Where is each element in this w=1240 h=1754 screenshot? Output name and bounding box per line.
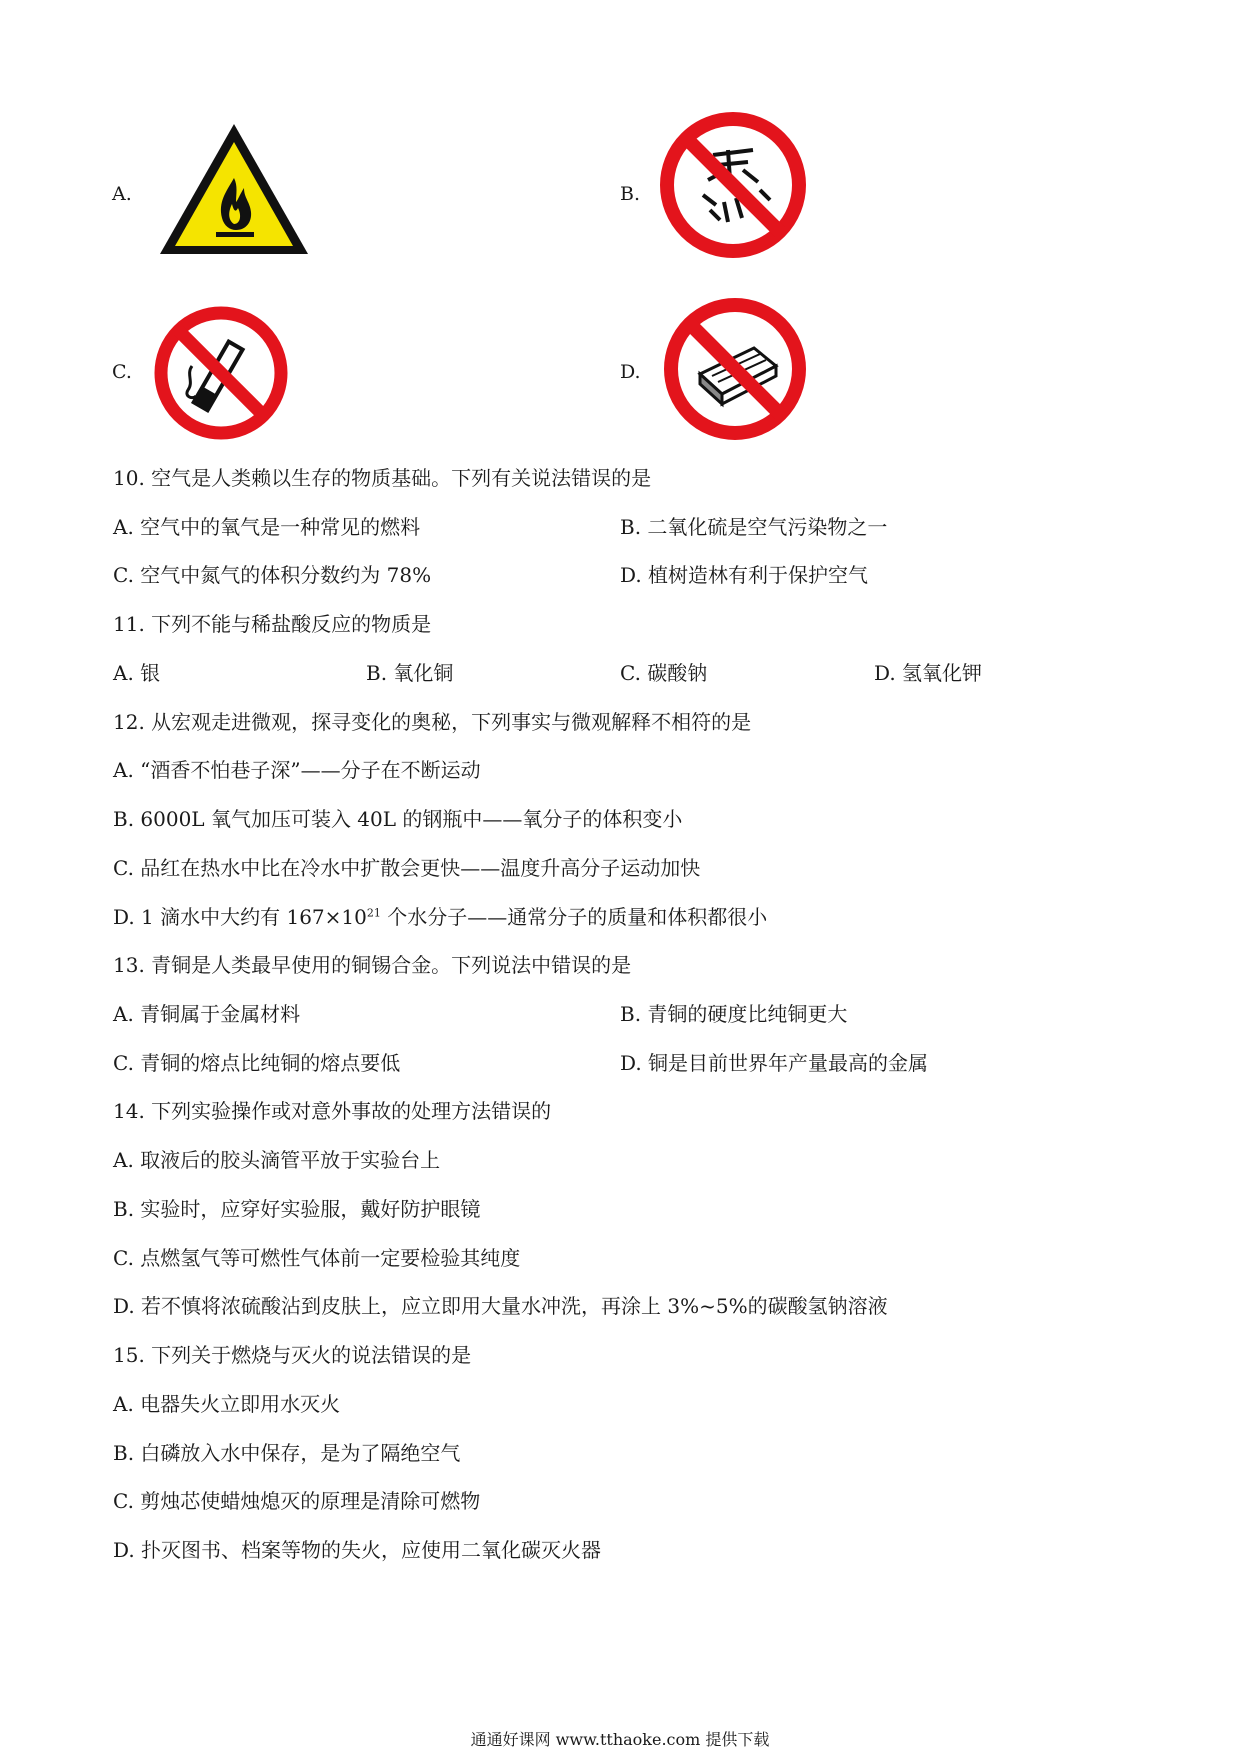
option-d-text-cont: 个水分子——通常分子的质量和体积都很小 (380, 905, 768, 929)
option-b: B. 实验时，应穿好实验服，戴好防护眼镜 (113, 1197, 481, 1221)
option-c: C. 青铜的熔点比纯铜的熔点要低 (113, 1051, 401, 1075)
option-b: B. 6000L 氧气加压可装入 40L 的钢瓶中——氧分子的体积变小 (113, 807, 683, 831)
option-d: D. 若不慎将浓硫酸沾到皮肤上，应立即用大量水冲洗，再涂上 3%~5%的碳酸氢钠溶液 (113, 1294, 888, 1318)
option-a: A. 青铜属于金属材料 (113, 1002, 301, 1026)
option-b: B. 青铜的硬度比纯铜更大 (620, 1002, 848, 1026)
option-b: B. 氧化铜 (366, 661, 454, 685)
option-label: A. (112, 183, 132, 205)
option-a: A. 取液后的胶头滴管平放于实验台上 (113, 1148, 441, 1172)
exponent: 21 (366, 906, 381, 920)
option-c: C. 碳酸钠 (620, 661, 708, 685)
page-footer: 通通好课网 www.tthaoke.com 提供下载 (470, 1730, 770, 1749)
option-d (113, 904, 767, 930)
option-a: A. 电器失火立即用水灭火 (113, 1392, 341, 1416)
question-stem: 10. 空气是人类赖以生存的物质基础。下列有关说法错误的是 (113, 466, 652, 490)
option-label: B. (620, 183, 641, 205)
no-smoking-icon (152, 304, 290, 442)
option-c: C. 剪烛芯使蜡烛熄灭的原理是清除可燃物 (113, 1489, 481, 1513)
question-stem: 13. 青铜是人类最早使用的铜锡合金。下列说法中错误的是 (113, 953, 632, 977)
option-d: D. 植树造林有利于保护空气 (620, 563, 869, 587)
question-stem: 14. 下列实验操作或对意外事故的处理方法错误的 (113, 1099, 552, 1123)
option-a: A. 空气中的氧气是一种常见的燃料 (113, 515, 421, 539)
option-b: B. 二氧化硫是空气污染物之一 (620, 515, 888, 539)
option-d: D. 氢氧化钾 (874, 661, 983, 685)
option-a: A. “酒香不怕巷子深”——分子在不断运动 (113, 758, 481, 782)
question-stem: 11. 下列不能与稀盐酸反应的物质是 (113, 612, 432, 636)
option-a: A. 银 (113, 661, 161, 685)
question-stem: 12. 从宏观走进微观，探寻变化的奥秘，下列事实与微观解释不相符的是 (113, 710, 752, 734)
no-fireworks-icon (658, 110, 808, 260)
option-c: C. 点燃氢气等可燃性气体前一定要检验其纯度 (113, 1246, 521, 1270)
option-label: C. (112, 361, 132, 383)
option-label: D. (620, 361, 641, 383)
option-b: B. 白磷放入水中保存，是为了隔绝空气 (113, 1441, 461, 1465)
option-c: C. 品红在热水中比在冷水中扩散会更快——温度升高分子运动加快 (113, 856, 701, 880)
flammable-warning-icon (156, 120, 312, 260)
option-d-text: D. 1 滴水中大约有 167×10 (113, 905, 367, 929)
option-c: C. 空气中氮气的体积分数约为 78% (113, 563, 432, 587)
question-stem: 15. 下列关于燃烧与灭火的说法错误的是 (113, 1343, 472, 1367)
no-matches-icon (662, 296, 808, 442)
option-d: D. 铜是目前世界年产量最高的金属 (620, 1051, 929, 1075)
option-d: D. 扑灭图书、档案等物的失火，应使用二氧化碳灭火器 (113, 1538, 602, 1562)
